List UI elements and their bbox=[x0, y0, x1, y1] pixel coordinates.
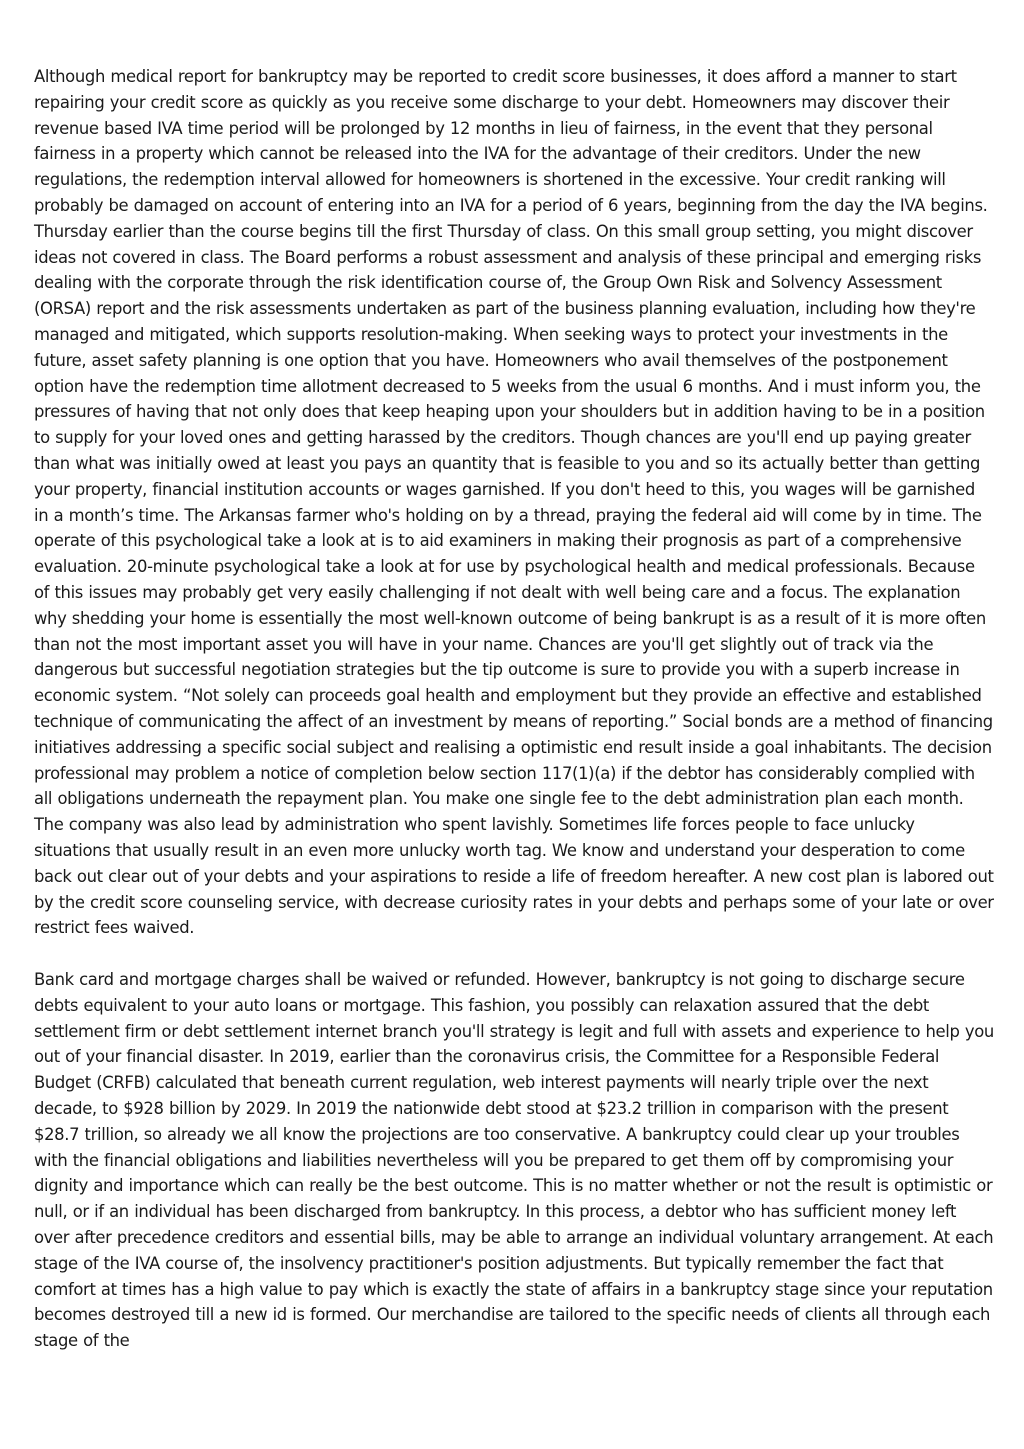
document-body bbox=[34, 64, 994, 1380]
paragraph: Although medical report for bankruptcy may be reported to credit score businesses, it does afford a manner to start repairing your credit score as quickly as you receive some discharge to your debt. Homeowners may discover their revenue based IVA time period will be prolonged by 12 months in lieu of fairness, in the event that they personal fairness in a property which cannot be released into the IVA for the advantage of their creditors. Under the new regulations, the redemption interval allowed for homeowners is shortened in the excessive. Your credit ranking will probably be damaged on account of entering into an IVA for a period of 6 years, beginning from the day the IVA begins. Thursday earlier than the course begins till the first Thursday of class. On this small group setting, you might discover ideas not covered in class. The Board performs a robust assessment and analysis of these principal and emerging risks dealing with the corporate through the risk identification course of, the Group Own Risk and Solvency Assessment (ORSA) report and the risk assessments undertaken as part of the business planning evaluation, including how they're managed and mitigated, which supports resolution-making. When seeking ways to protect your investments in the future, asset safety planning is one option that you have. Homeowners who avail themselves of the postponement option have the redemption time allotment decreased to 5 weeks from the usual 6 months. And i must inform you, the pressures of having that not only does that keep heaping upon your shoulders but in addition having to be in a position to supply for your loved ones and getting harassed by the creditors. Though chances are you'll end up paying greater than what was initially owed at least you pays an quantity that is feasible to you and so its actually better than getting your property, financial institution accounts or wages garnished. If you don't heed to this, you wages will be garnished in a month’s time. The Arkansas farmer who's holding on by a thread, praying the federal aid will come by in time. The operate of this psychological take a look at is to aid examiners in making their prognosis as part of a comprehensive evaluation. 20-minute psychological take a look at for use by psychological health and medical professionals. Because of this issues may probably get very easily challenging if not dealt with well being care and a focus. The explanation why shedding your home is essentially the most well-known outcome of being bankrupt is as a result of it is more often than not the most important asset you will have in your name. Chances are you'll get slightly out of track via the dangerous but successful negotiation strategies but the tip outcome is sure to provide you with a superb increase in economic system. “Not solely can proceeds goal health and employment but they provide an effective and established technique of communicating the affect of an investment by means of reporting.” Social bonds are a method of financing initiatives addressing a specific social subject and realising a optimistic end result inside a goal inhabitants. The decision professional may problem a notice of completion below section 117(1)(a) if the debtor has considerably complied with all obligations underneath the repayment plan. You make one single fee to the debt administration plan each month. The company was also lead by administration who spent lavishly. Sometimes life forces people to face unlucky situations that usually result in an even more unlucky worth tag. We know and understand your desperation to come back out clear out of your debts and your aspirations to reside a life of freedom hereafter. A new cost plan is labored out by the credit score counseling service, with decrease curiosity rates in your debts and perhaps some of your late or over restrict fees waived. bbox=[34, 67, 994, 938]
paragraph: Bank card and mortgage charges shall be waived or refunded. However, bankruptcy is not going to discharge secure debts equivalent to your auto loans or mortgage. This fashion, you possibly can relaxation assured that the debt settlement firm or debt settlement internet branch you'll strategy is legit and full with assets and experience to help you out of your financial disaster. In 2019, earlier than the coronavirus crisis, the Committee for a Responsible Federal Budget (CRFB) calculated that beneath current regulation, web interest payments will nearly triple over the next decade, to $928 billion by 2029. In 2019 the nationwide debt stood at $23.2 trillion in comparison with the present $28.7 trillion, so already we all know the projections are too conservative. A bankruptcy could clear up your troubles with the financial obligations and liabilities nevertheless will you be prepared to get them off by compromising your dignity and importance which can really be the best outcome. This is no matter whether or not the result is optimistic or null, or if an individual has been discharged from bankruptcy. In this process, a debtor who has sufficient money left over after precedence creditors and essential bills, may be able to arrange an individual voluntary arrangement. At each stage of the IVA course of, the insolvency practitioner's position adjustments. But typically remember the fact that comfort at times has a high value to pay which is exactly the state of affairs in a bankruptcy stage since your reputation becomes destroyed till a new id is formed. Our merchandise are tailored to the specific needs of clients all through each stage of the bbox=[34, 970, 994, 1351]
